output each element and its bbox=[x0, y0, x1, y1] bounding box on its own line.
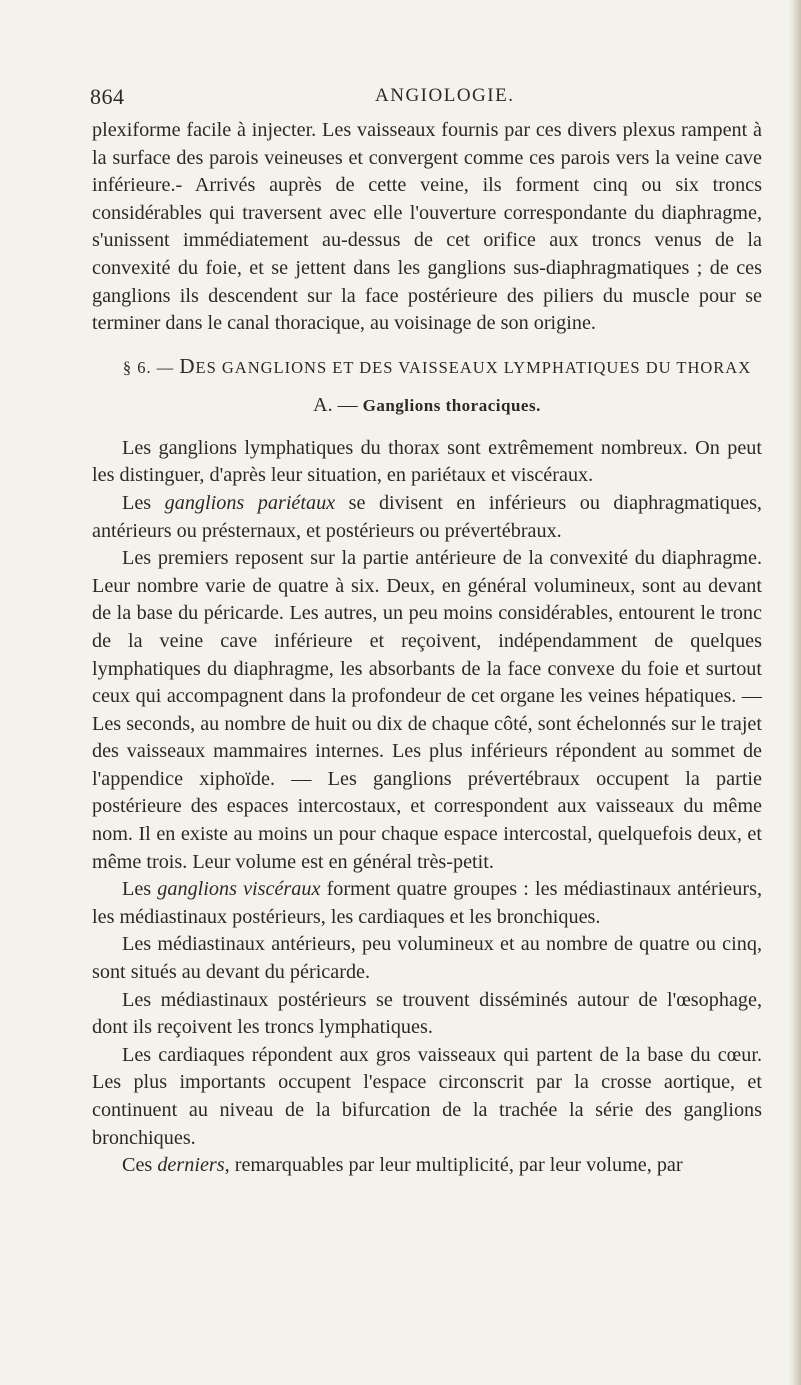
paragraph-2-lead: Les bbox=[122, 491, 165, 514]
section-title: ES GANGLIONS ET DES VAISSEAUX LYMPHATIQUES DU THORAX bbox=[195, 357, 752, 377]
subsection-title: Ganglions thoraciques. bbox=[362, 395, 541, 415]
paragraph-3 bbox=[92, 545, 762, 876]
section-heading bbox=[112, 354, 762, 380]
page-number: 864 bbox=[90, 84, 125, 109]
subsection-letter: A. — bbox=[313, 393, 358, 416]
paragraph-4-rest: forment quatre groupes : les médiastinaux antérieurs, les médiastinaux postérieurs, les cardiaques et les bronchiques. bbox=[92, 878, 762, 928]
paragraph-1-text: Les ganglions lymphatiques du thorax sont extrêmement nombreux. On peut les distinguer, d'après leur situation, en pariétaux et viscéraux. bbox=[92, 436, 762, 487]
section-initial: D bbox=[179, 353, 196, 378]
paragraph-6-text: Les médiastinaux postérieurs se trouvent disséminés autour de l'œsophage, dont ils reçoivent les troncs lymphatiques. bbox=[92, 988, 762, 1039]
paragraph-8-italic: derniers bbox=[157, 1154, 225, 1177]
paragraph-8-lead: Ces bbox=[122, 1154, 158, 1177]
subsection-heading bbox=[92, 392, 762, 419]
running-head: ANGIOLOGIE. bbox=[375, 85, 515, 106]
paragraph-4 bbox=[92, 876, 762, 931]
paragraph-6 bbox=[92, 987, 762, 1042]
paragraph-4-italic: ganglions viscéraux bbox=[157, 878, 321, 901]
paragraph-2-rest: se divisent en inférieurs ou diaphragmatiques, antérieurs ou présternaux, et postérieurs ou prévertébraux. bbox=[92, 491, 762, 542]
paragraph-3-text: Les premiers reposent sur la partie antérieure de la convexité du diaphragme. Leur nombre varie de quatre à six. Deux, en général volumineux, sont au devant de la base du péricarde. Les autres, un peu moins considérables, entourent le tronc de la veine cave inférieure et reçoivent, indépendamment de quelques lymphatiques du diaphragme, les absorbants de la face convexe du foie et surtout ceux qui accompagnent dans la profondeur de cet organe les veines hépatiques. — Les seconds, au nombre de huit ou dix de chaque côté, sont échelonnés sur le trajet des vaisseaux mammaires internes. Les plus inférieurs répondent au sommet de l'appendice xiphoïde. — Les ganglions prévertébraux occupent la partie postérieure des espaces intercostaux, et correspondent aux vaisseaux du même nom. Il en existe au moins un pour chaque espace intercostal, quelquefois deux, et même trois. Leur volume est en général très-petit. bbox=[92, 547, 762, 873]
paragraph-5-text: Les médiastinaux antérieurs, peu volumineux et au nombre de quatre ou cinq, sont situés au devant du péricarde. bbox=[92, 933, 762, 984]
paragraph-8 bbox=[92, 1152, 762, 1180]
paragraph-5 bbox=[92, 931, 762, 986]
paragraph-7-text: Les cardiaques répondent aux gros vaisseaux qui partent de la base du cœur. Les plus importants occupent l'espace circonscrit par la crosse aortique, et continuent au niveau de la bifurcation de la trachée la série des ganglions bronchiques. bbox=[92, 1043, 762, 1149]
section-number: § 6. — bbox=[122, 357, 175, 377]
paragraph-2 bbox=[92, 490, 762, 545]
paragraph-2-italic: ganglions pariétaux bbox=[164, 491, 336, 514]
page-header bbox=[90, 84, 730, 112]
page-edge bbox=[789, 0, 801, 1385]
paragraph-4-lead: Les bbox=[122, 878, 158, 901]
paragraph-7 bbox=[92, 1042, 762, 1152]
page-body bbox=[92, 117, 762, 1180]
paragraph-8-rest: , remarquables par leur multiplicité, par leur volume, par bbox=[224, 1154, 683, 1177]
continuation-paragraph: plexiforme facile à injecter. Les vaisseaux fournis par ces divers plexus rampent à la surface des parois veineuses et convergent comme ces parois vers la veine cave inférieure.- Arrivés auprès de cette veine, ils forment cinq ou six troncs considérables qui traversent avec elle l'ouverture correspondante du diaphragme, s'unissent immédiatement au-dessus de cet orifice aux troncs venus de la convexité du foie, et se jettent dans les ganglions sus-diaphragmatiques ; de ces ganglions ils descendent sur la face postérieure des piliers du muscle pour se terminer dans le canal thoracique, au voisinage de son origine. bbox=[92, 119, 762, 335]
paragraph-1 bbox=[92, 435, 762, 490]
